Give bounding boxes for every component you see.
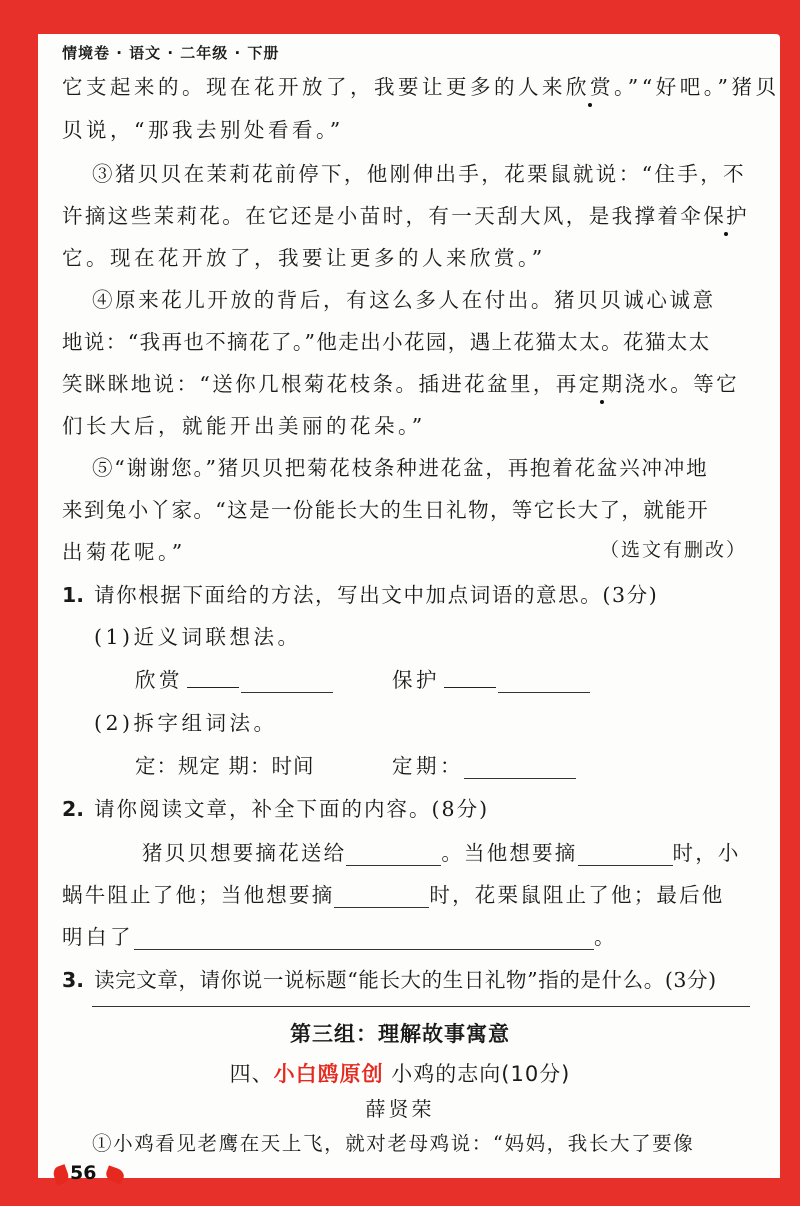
leaf-icon (104, 1165, 126, 1184)
dotted-word: 保护 (703, 204, 750, 228)
question-1: 1. 请你根据下面给的方法，写出文中加点词语的意思。(3分) (62, 583, 659, 607)
q1-word-xinshang: 欣赏 (135, 663, 333, 693)
passage-line: 出菊花呢。” (62, 540, 186, 564)
question-3: 3. 读完文章，请你说一说标题“能长大的生日礼物”指的是什么。(3分) (62, 968, 717, 992)
dotted-word: 欣赏 (566, 75, 614, 99)
author-name: 薛贤荣 (365, 1097, 435, 1121)
passage-line: 它。现在花开放了，我要让更多的人来欣赏。” (62, 246, 546, 270)
q2-line-3: 明白了 。 (62, 925, 618, 949)
q2-line-1: 猪贝贝想要摘花送给 。当他想要摘 时，小 (142, 841, 741, 865)
q1-sub1: (1)近义词联想法。 (94, 625, 302, 649)
question-number: 2. (62, 797, 85, 821)
q1-word-baohu: 保护 (392, 663, 590, 693)
passage-line: ⑤“谢谢您。”猪贝贝把菊花枝条种进花盆，再抱着花盆兴冲冲地 (92, 456, 709, 480)
question-number: 3. (62, 968, 85, 992)
answer-blank-dingqi[interactable] (464, 758, 576, 779)
passage-line: 笑眯眯地说：“送你几根菊花枝条。插进花盆里，再定期浇水。等它 (62, 372, 739, 396)
passage-line: 贝说，“那我去别处看看。” (62, 118, 344, 142)
q1-word-dingqi: 定期： (392, 749, 576, 779)
passage-line: 地说：“我再也不摘花了。”他走出小花园，遇上花猫太太。花猫太太 (62, 330, 711, 354)
book-header: 情境卷 · 语文 · 二年级 · 下册 (62, 44, 280, 62)
q1-sub2: (2)拆字组词法。 (94, 711, 278, 735)
dash-line (444, 675, 496, 688)
answer-blank-lesson[interactable] (134, 929, 594, 950)
leaf-icon (51, 1164, 70, 1186)
answer-blank-flower-2[interactable] (334, 887, 429, 908)
passage-line: 许摘这些茉莉花。在它还是小苗时，有一天刮大风，是我撑着伞保护 (62, 204, 750, 228)
original-tag: 小白鸥原创 (273, 1062, 384, 1086)
passage-line: ③猪贝贝在茉莉花前停下，他刚伸出手，花栗鼠就说：“住手，不 (92, 162, 747, 186)
passage-line: ④原来花儿开放的背后，有这么多人在付出。猪贝贝诚心诚意 (92, 288, 716, 312)
passage-line: 们长大后，就能开出美丽的花朵。” (62, 414, 426, 438)
answer-blank-recipient[interactable] (346, 845, 441, 866)
q1-hint: 定：规定 期：时间 (135, 754, 315, 778)
passage-line: 它支起来的。现在花开放了，我要让更多的人来欣赏。”“好吧。”猪贝 (62, 75, 780, 99)
passage2-line: ①小鸡看见老鹰在天上飞，就对老母鸡说：“妈妈，我长大了要像 (92, 1132, 695, 1155)
dotted-word: 定期 (578, 372, 625, 396)
question-2: 2. 请你阅读文章，补全下面的内容。(8分) (62, 797, 490, 821)
group-title: 第三组：理解故事寓意 (290, 1022, 510, 1046)
passage-line: 来到兔小丫家。“这是一份能长大的生日礼物，等它长大了，就能开 (62, 498, 709, 522)
source-note: （选文有删改） (600, 539, 748, 561)
page-footer (50, 1160, 130, 1190)
answer-rule-line[interactable] (92, 1006, 750, 1007)
section-title: 四、小白鸥原创 小鸡的志向(10分) (229, 1062, 571, 1086)
answer-blank-xinshang[interactable] (241, 672, 333, 693)
answer-blank-flower-1[interactable] (578, 845, 673, 866)
q2-line-2: 蜗牛阻止了他；当他想要摘 时，花栗鼠阻止了他；最后他 (62, 883, 725, 907)
dash-line (187, 675, 239, 688)
page-number: 56 (70, 1162, 97, 1184)
question-number: 1. (62, 583, 85, 607)
answer-blank-baohu[interactable] (498, 672, 590, 693)
